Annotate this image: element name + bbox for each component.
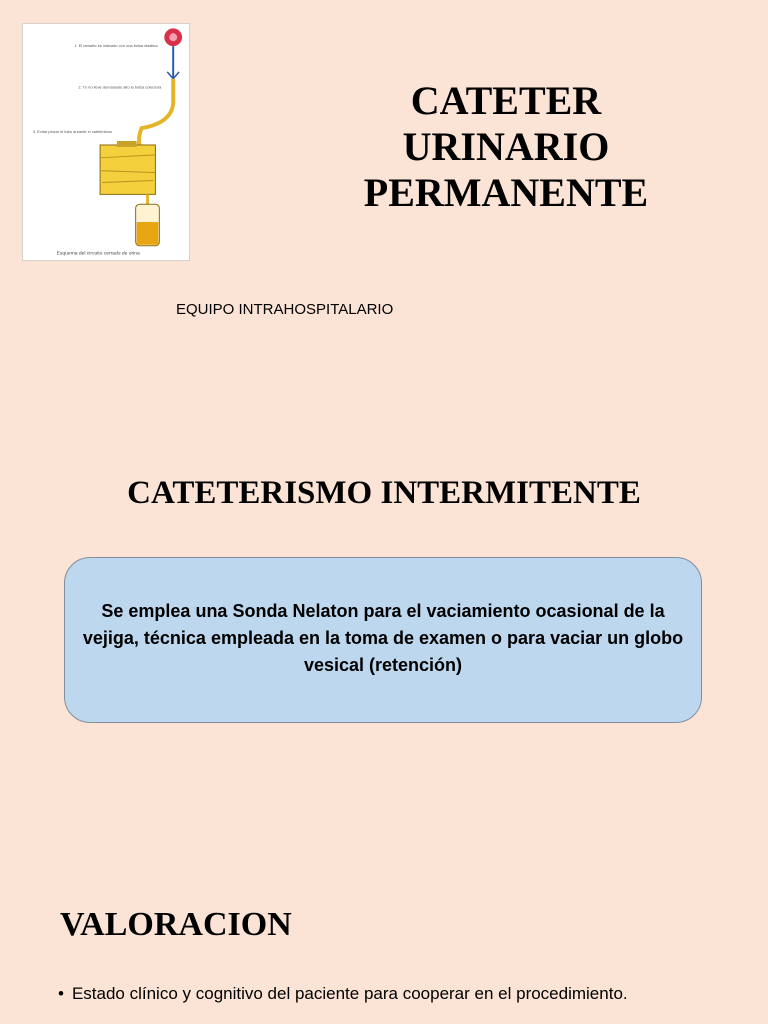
collection-bag: [100, 145, 155, 194]
urine-level: [137, 222, 159, 245]
bullet-text: Estado clínico y cognitivo del paciente para cooperar en el procedimiento.: [71, 984, 628, 1003]
bullet-icon: •: [58, 984, 64, 1003]
slide-title: [330, 78, 682, 216]
section-heading: CATETERISMO INTERMITENTE: [127, 475, 641, 511]
title-line-1: CATETER: [410, 78, 602, 123]
bag-clamp: [117, 141, 137, 147]
info-box-text: Se emplea una Sonda Nelaton para el vaciamiento ocasional de la vejiga, técnica empleada en la toma de examen o para vaciar un globo vesical (retención): [82, 601, 684, 675]
illustration-note-2: 2. Tu no lleve demasiado alto la bolsa colectora: [78, 84, 162, 90]
bullet-item: [58, 984, 628, 1004]
slide-subtitle: EQUIPO INTRAHOSPITALARIO: [176, 301, 394, 318]
catheter-illustration: [22, 23, 190, 261]
illustration-caption: Esquema del circuito cerrado de orina: [56, 251, 140, 257]
illustration-note-1: 1. El tamaño es indicado con una bolsa elástica: [74, 43, 158, 49]
title-line-2: URINARIO: [402, 124, 610, 169]
illustration-note-3: 3. Evitar pinzar el tubo durante el cateterismo: [32, 129, 113, 135]
bladder-highlight: [169, 33, 177, 41]
title-line-3: PERMANENTE: [363, 170, 649, 215]
urinary-catheter-drainage-icon: [23, 24, 189, 260]
info-box: [64, 557, 702, 723]
valoracion-heading: VALORACION: [60, 906, 292, 943]
